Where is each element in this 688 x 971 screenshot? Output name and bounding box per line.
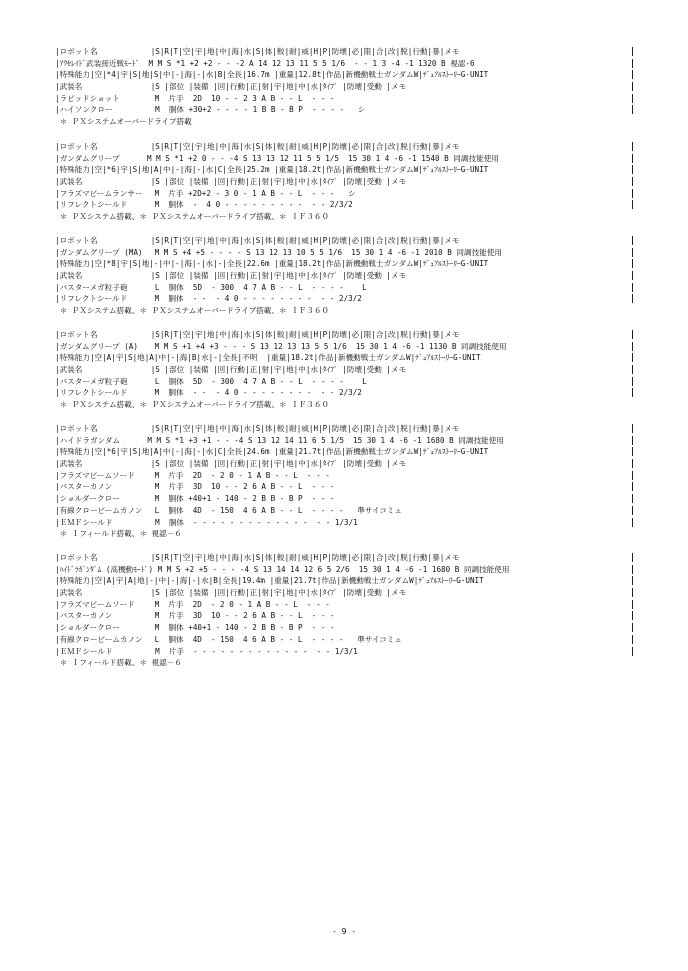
right-border — [632, 459, 633, 468]
header-row — [55, 329, 635, 341]
weapon-row — [55, 646, 635, 658]
header-row — [55, 423, 635, 435]
line-text: |ロボット名 |S|R|T|空|宇|地|中|海|水|S|体|較|耐|威|H|P|防壊|必|限|合|改|脱|行動|暴|メモ — [55, 553, 460, 562]
line-text: |武装名 |S |部位 |装備 |回|行動|正|射|宇|地|中|水|ﾀｲﾌﾟ |防壊|受動 |メモ — [55, 271, 407, 281]
right-border — [632, 494, 633, 503]
line-text: |特殊能力|空|A|宇|S|地|A|中|-|海|B|水|-|全長|不明 |重量|18.2t|作品|新機動戦士ガンダムW|ﾃﾞｭｱﾙｽﾄｰﾘｰG-UNIT — [55, 353, 481, 363]
note-row — [55, 399, 635, 411]
weapon-row — [55, 387, 635, 399]
weapon-header-row — [55, 176, 635, 188]
line-text: |バスターメガ粒子砲 L 胴体 5D - 300 4 7 A B - - L - - - - L — [55, 282, 367, 292]
right-border — [632, 377, 633, 386]
right-border — [632, 588, 633, 597]
stats-row — [55, 341, 635, 353]
line-text: |武装名 |S |部位 |装備 |回|行動|正|射|宇|地|中|水|ﾀｲﾌﾟ |防壊|受動 |メモ — [55, 459, 407, 469]
line-text: ＊ Ｉフィールド搭載、＊ 視認－６ — [55, 658, 182, 668]
weapon-row — [55, 599, 635, 611]
right-border — [632, 365, 633, 374]
right-border — [632, 424, 633, 433]
right-border — [632, 388, 633, 397]
right-border — [632, 471, 633, 480]
weapon-row — [55, 282, 635, 294]
abilities-row — [55, 575, 635, 587]
robot-block-1 — [55, 46, 635, 128]
right-border — [632, 623, 633, 632]
weapon-row — [55, 293, 635, 305]
right-border — [632, 518, 633, 527]
stats-row — [55, 153, 635, 165]
line-text: |ラピッドショット M 片手 2D 10 - - 2 3 A B - - L - - - — [55, 93, 335, 103]
line-text: |バスターカノン M 片手 3D 10 - - 2 6 A B - - L - - - — [55, 611, 335, 621]
weapon-row — [55, 376, 635, 388]
line-text: |有線クロービームカノン L 胴体 4D - 150 4 6 A B - - L - - - - 準サイコミュ — [55, 505, 402, 515]
line-text: |武装名 |S |部位 |装備 |回|行動|正|射|宇|地|中|水|ﾀｲﾌﾟ |防壊|受動 |メモ — [55, 365, 407, 375]
note-row — [55, 211, 635, 223]
line-text: |ロボット名 |S|R|T|空|宇|地|中|海|水|S|体|較|耐|威|H|P|防壊|必|限|合|改|脱|行動|暴|メモ — [55, 236, 460, 245]
line-text: ＊ ＰＸシステムオーバードライブ搭載 — [55, 117, 192, 127]
weapon-header-row — [55, 270, 635, 282]
weapon-header-row — [55, 81, 635, 93]
header-row — [55, 235, 635, 247]
robot-block-6 — [55, 552, 635, 669]
right-border — [632, 165, 633, 174]
line-text: |リフレクトシールド M 胴体 - - - 4 0 - - - - - - - - - - 2/3/2 — [55, 388, 362, 398]
right-border — [632, 506, 633, 515]
line-text: ＊ ＰＸシステム搭載、＊ ＰＸシステムオーバードライブ搭載、＊ ＩＦ３６０ — [55, 306, 330, 316]
right-border — [632, 283, 633, 292]
right-border — [632, 70, 633, 79]
line-text: |ロボット名 |S|R|T|空|宇|地|中|海|水|S|体|較|耐|威|H|P|防壊|必|限|合|改|脱|行動|暴|メモ — [55, 424, 460, 433]
right-border — [632, 447, 633, 456]
right-border — [632, 576, 633, 585]
right-border — [632, 154, 633, 163]
weapon-header-row — [55, 587, 635, 599]
line-text: |ﾊｲﾄﾞﾗｶﾞﾝﾀﾞﾑ (高機動ﾓｰﾄﾞ) M M S +2 +5 - - - -4 S 13 14 14 12 6 5 2/6 15 30 1 4 -6 -1 1680 B 同調技能使用 — [55, 564, 510, 574]
line-text: |特殊能力|空|*4|宇|S|地|S|中|-|海|-|水|B|全長|16.7m |重量|12.8t|作品|新機動戦士ガンダムW|ﾃﾞｭｱﾙｽﾄｰﾘｰG-UNIT — [55, 70, 489, 80]
line-text: |有線クロービームカノン L 胴体 4D - 150 4 6 A B - - L - - - - 準サイコミュ — [55, 634, 402, 644]
line-text: ＊ ＰＸシステム搭載、＊ ＰＸシステムオーバードライブ搭載、＊ ＩＦ３６０ — [55, 400, 330, 410]
note-row — [55, 657, 635, 669]
stats-row — [55, 247, 635, 259]
line-text: |武装名 |S |部位 |装備 |回|行動|正|射|宇|地|中|水|ﾀｲﾌﾟ |防壊|受動 |メモ — [55, 588, 407, 598]
abilities-row — [55, 164, 635, 176]
robot-block-4 — [55, 329, 635, 411]
right-border — [632, 94, 633, 103]
weapon-header-row — [55, 364, 635, 376]
right-border — [632, 553, 633, 562]
weapon-row — [55, 634, 635, 646]
weapon-row — [55, 493, 635, 505]
right-border — [632, 600, 633, 609]
header-row — [55, 141, 635, 153]
right-border — [632, 82, 633, 91]
weapon-row — [55, 610, 635, 622]
stats-row — [55, 564, 635, 576]
weapon-row — [55, 517, 635, 529]
stats-row — [55, 58, 635, 70]
right-border — [632, 59, 633, 68]
stats-row — [55, 435, 635, 447]
right-border — [632, 565, 633, 574]
line-text: |ガンダムグリープ M M S *1 +2 0 - - -4 S 13 13 12 11 5 5 1/5 15 30 1 4 -6 -1 1540 B 同調技能使用 — [55, 153, 499, 163]
right-border — [632, 611, 633, 620]
right-border — [632, 200, 633, 209]
weapon-row — [55, 93, 635, 105]
line-text: |武装名 |S |部位 |装備 |回|行動|正|射|宇|地|中|水|ﾀｲﾌﾟ |防壊|受動 |メモ — [55, 82, 407, 92]
right-border — [632, 236, 633, 245]
line-text: |ＥＭＦシールド M 片手 - - - - - - - - - - - - - - - 1/3/1 — [55, 646, 358, 656]
header-row — [55, 552, 635, 564]
abilities-row — [55, 446, 635, 458]
weapon-row — [55, 199, 635, 211]
right-border — [632, 248, 633, 257]
line-text: |フラズマビームソード M 片手 2D - 2 0 - 1 A B - - L - - - — [55, 470, 330, 480]
right-border — [632, 342, 633, 351]
right-border — [632, 177, 633, 186]
line-text: |武装名 |S |部位 |装備 |回|行動|正|射|宇|地|中|水|ﾀｲﾌﾟ |防壊|受動 |メモ — [55, 177, 407, 187]
right-border — [632, 353, 633, 362]
line-text: |ｱｸｾﾚｲﾄﾞ武装接近戦ﾓｰﾄﾞ M M S *1 +2 +2 - - -2 A 14 12 13 11 5 5 1/6 - - 1 3 -4 -1 1320 B 視認-6 — [55, 58, 475, 68]
weapon-row — [55, 470, 635, 482]
note-row — [55, 305, 635, 317]
abilities-row — [55, 69, 635, 81]
line-text: |特殊能力|空|*6|宇|S|地|A|中|-|海|-|水|C|全長|24.6m |重量|21.7t|作品|新機動戦士ガンダムW|ﾃﾞｭｱﾙｽﾄｰﾘｰG-UNIT — [55, 447, 489, 457]
right-border — [632, 294, 633, 303]
line-text: |ガンダムグリープ (A) M M S +1 +4 +3 - - - S 13 12 13 13 5 5 1/6 15 30 1 4 -6 -1 1130 B 同調技能使用 — [55, 341, 507, 351]
line-text: |ロボット名 |S|R|T|空|宇|地|中|海|水|S|体|較|耐|威|H|P|防壊|必|限|合|改|脱|行動|暴|メモ — [55, 142, 460, 151]
abilities-row — [55, 352, 635, 364]
robot-block-3 — [55, 235, 635, 317]
line-text: |ロボット名 |S|R|T|空|宇|地|中|海|水|S|体|較|耐|威|H|P|防壊|必|限|合|改|脱|行動|暴|メモ — [55, 330, 460, 339]
line-text: |特殊能力|空|*8|宇|S|地|-|中|-|海|-|水|-|全長|22.6m |重量|18.2t|作品|新機動戦士ガンダムW|ﾃﾞｭｱﾙｽﾄｰﾘｰG-UNIT — [55, 259, 489, 269]
right-border — [632, 189, 633, 198]
line-text: |フラズマビームソード M 片手 2D - 2 0 - 1 A B - - L - - - — [55, 599, 330, 609]
line-text: |バスターカノン M 片手 3D 10 - - 2 6 A B - - L - - - — [55, 482, 335, 492]
line-text: |ロボット名 |S|R|T|空|宇|地|中|海|水|S|体|較|耐|威|H|P|防壊|必|限|合|改|脱|行動|暴|メモ — [55, 47, 460, 56]
line-text: |フラズマビームランサー M 片手 +2D+2 - 3 0 - 1 A B - - L - - - シ — [55, 188, 356, 198]
page-number: - 9 - — [331, 927, 357, 936]
line-text: ＊ Ｉフィールド搭載、＊ 視認－６ — [55, 529, 182, 539]
line-text: |ＥＭＦシールド M 胴体 - - - - - - - - - - - - - - - 1/3/1 — [55, 517, 358, 527]
line-text: |ハイドラガンダム M M S *1 +3 +1 - - -4 S 13 12 14 11 6 5 1/5 15 30 1 4 -6 -1 1680 B 同調技能使用 — [55, 435, 504, 445]
right-border — [632, 105, 633, 114]
right-border — [632, 635, 633, 644]
weapon-row — [55, 622, 635, 634]
line-text: |ショルダークロー M 胴体 +40+1 - 140 - 2 B B - B P - - - — [55, 623, 335, 633]
right-border — [632, 142, 633, 151]
abilities-row — [55, 258, 635, 270]
weapon-row — [55, 104, 635, 116]
right-border — [632, 271, 633, 280]
header-row — [55, 46, 635, 58]
robot-block-5 — [55, 423, 635, 540]
line-text: ＊ ＰＸシステム搭載、＊ ＰＸシステムオーバードライブ搭載、＊ ＩＦ３６０ — [55, 212, 330, 222]
line-text: |ショルダークロー M 胴体 +40+1 - 140 - 2 B B - B P - - - — [55, 494, 335, 504]
right-border — [632, 330, 633, 339]
line-text: |ハイソンクロー M 胴体 +30+2 - - - - 1 B B - B P - - - - シ — [55, 105, 366, 115]
line-text: |リフレクトシールド M 胴体 - - - 4 0 - - - - - - - - - - 2/3/2 — [55, 294, 362, 304]
weapon-header-row — [55, 458, 635, 470]
line-text: |特殊能力|空|*6|宇|S|地|A|中|-|海|-|水|C|全長|25.2m |重量|18.2t|作品|新機動戦士ガンダムW|ﾃﾞｭｱﾙｽﾄｰﾘｰG-UNIT — [55, 165, 489, 175]
line-text: |特殊能力|空|A|宇|A|地|-|中|-|海|-|水|B|全長|19.4m |重量|21.7t|作品|新機動戦士ガンダムW|ﾃﾞｭｱﾙｽﾄｰﾘｰG-UNIT — [55, 576, 484, 586]
note-row — [55, 116, 635, 128]
right-border — [632, 436, 633, 445]
line-text: |ガンダムグリープ (MA) M M S +4 +5 - - - - S 13 12 13 10 5 5 1/6 15 30 1 4 -6 -1 2010 B 同調技能使用 — [55, 247, 502, 257]
robot-block-2 — [55, 141, 635, 223]
right-border — [632, 259, 633, 268]
note-row — [55, 528, 635, 540]
right-border — [632, 647, 633, 656]
weapon-row — [55, 188, 635, 200]
right-border — [632, 47, 633, 56]
right-border — [632, 482, 633, 491]
weapon-row — [55, 481, 635, 493]
line-text: |バスターメガ粒子砲 L 胴体 5D - 300 4 7 A B - - L - - - - L — [55, 376, 367, 386]
weapon-row — [55, 505, 635, 517]
line-text: |リフレクトシールド M 胴体 - 4 0 - - - - - - - - - - - 2/3/2 — [55, 200, 353, 210]
